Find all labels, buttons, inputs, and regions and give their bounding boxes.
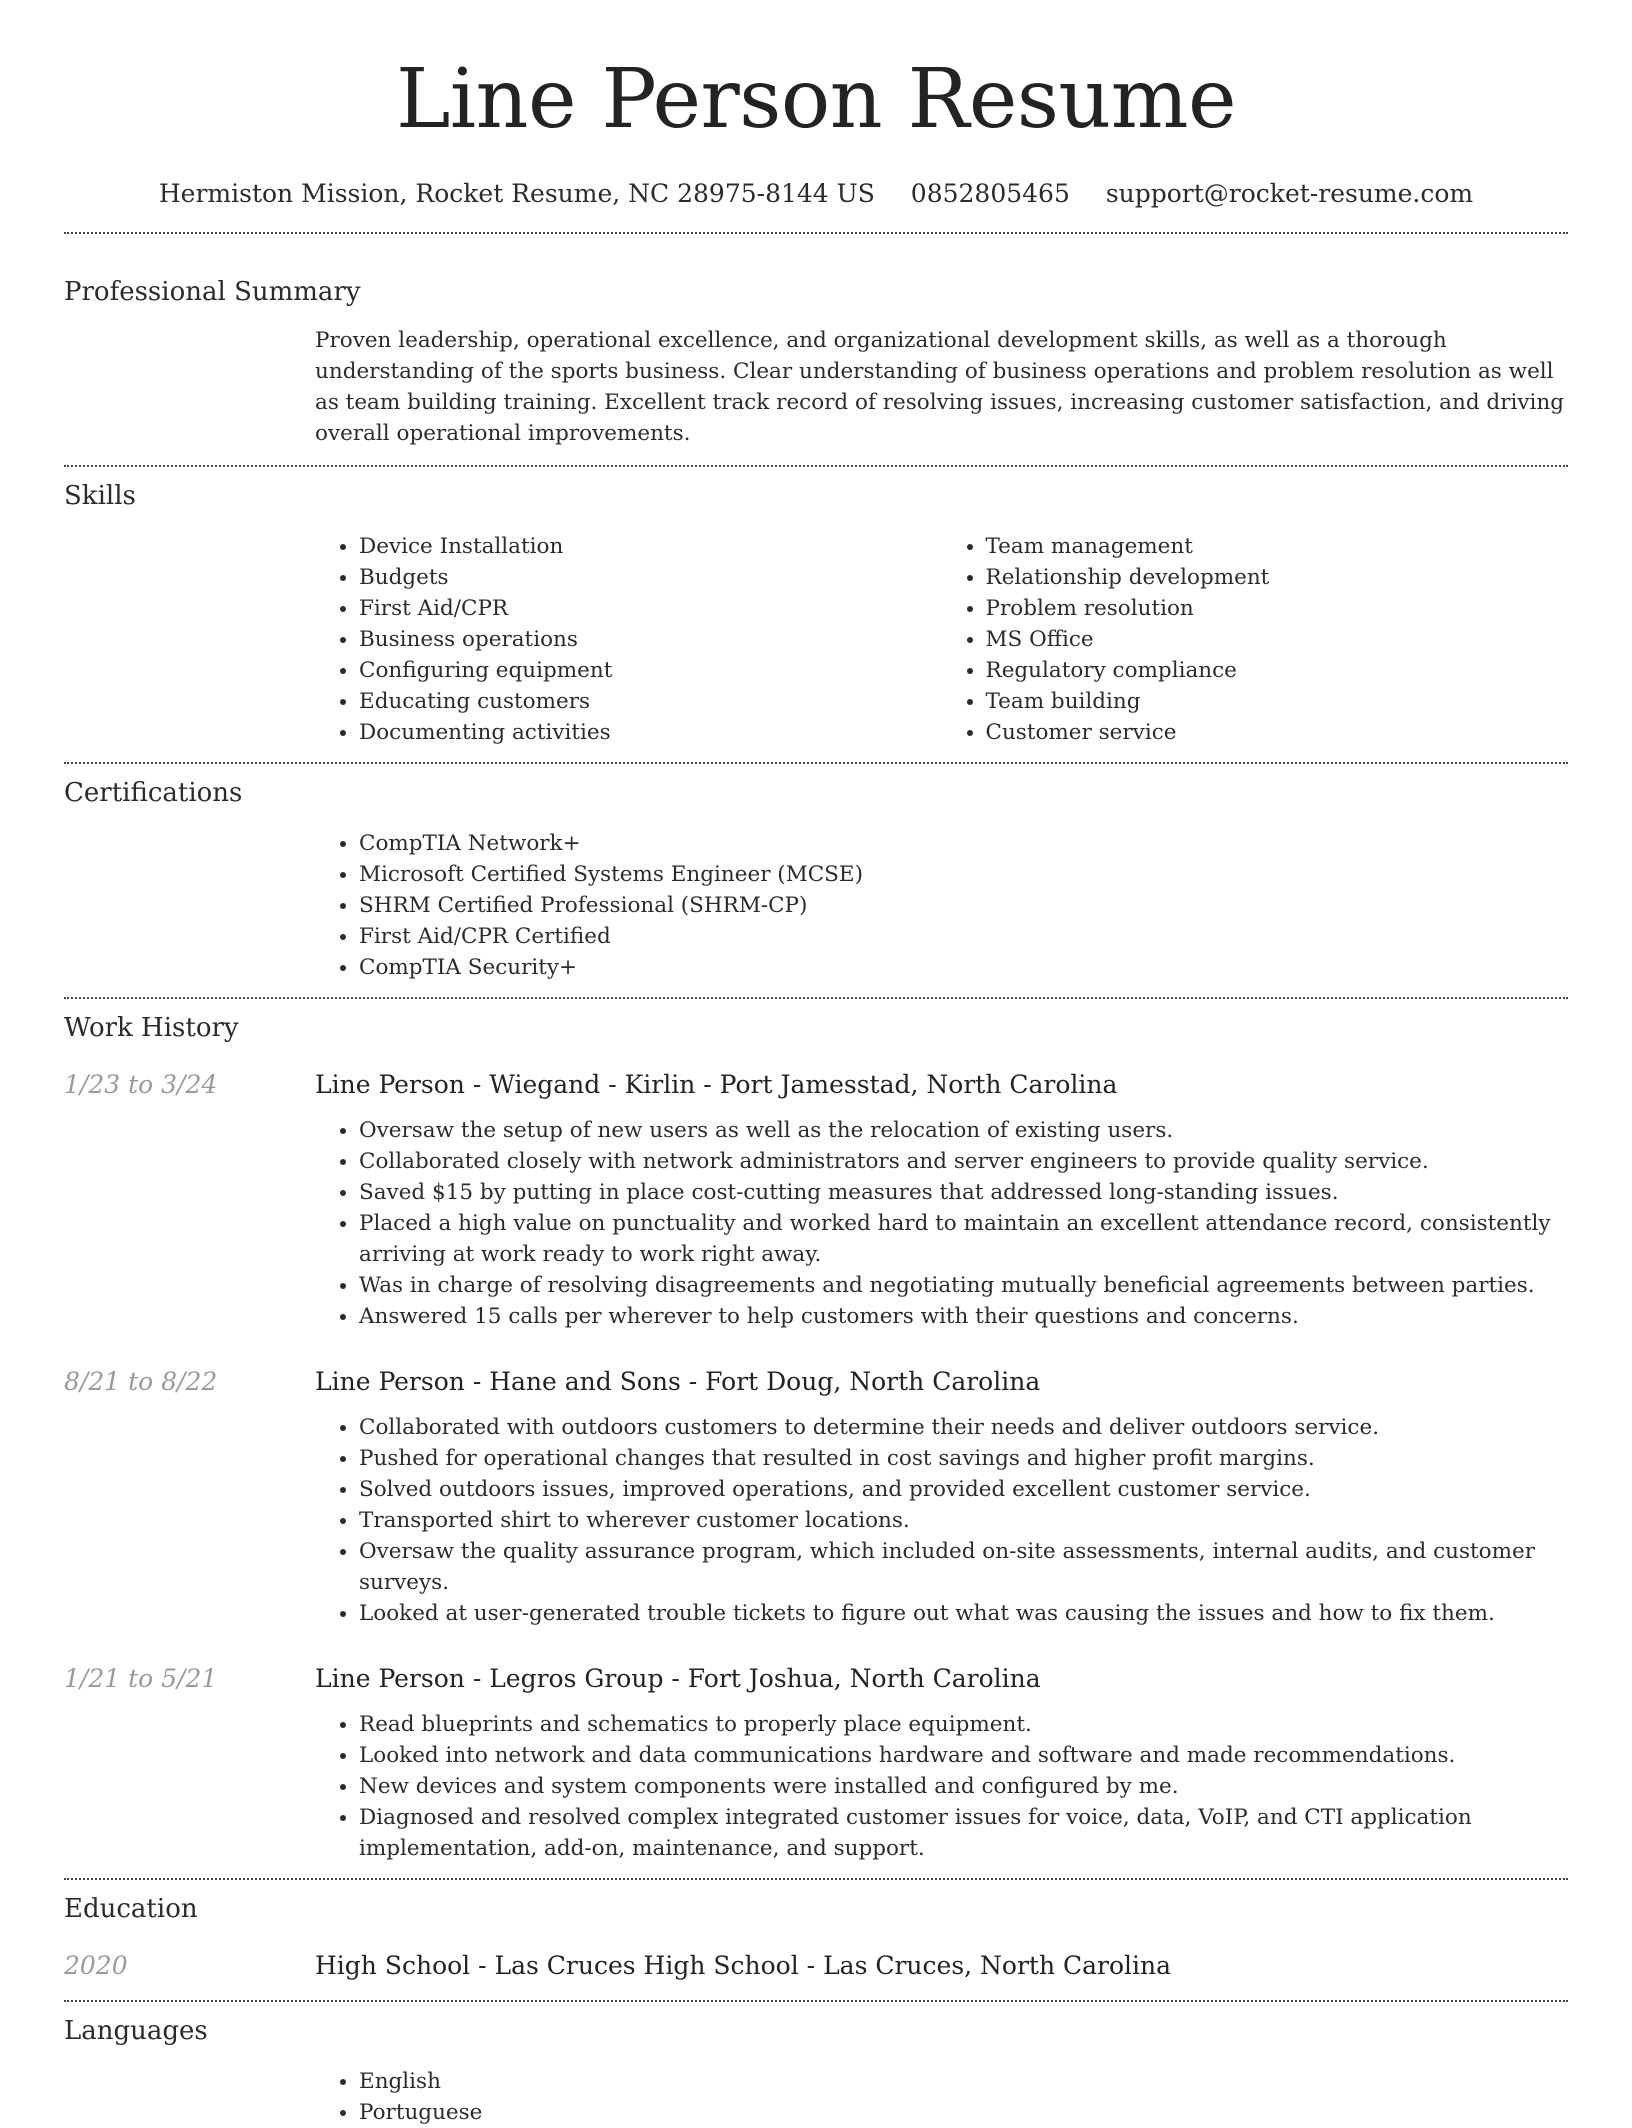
contact-email: support@rocket-resume.com [1105,179,1474,208]
skills-list [315,531,1568,748]
skill-item: • Configuring equipment [359,655,942,686]
job-heading: Line Person - Hane and Sons - Fort Doug, North Carolina [315,1367,1041,1396]
certification-item: • CompTIA Network+ [359,828,1568,859]
skill-item: • Documenting activities [359,717,942,748]
language-item: • Portuguese [359,2097,1568,2128]
skill-item: • Team building [986,686,1569,717]
job-bullet: • Pushed for operational changes that resulted in cost savings and higher profit margins. [359,1443,1568,1474]
certification-item: • SHRM Certified Professional (SHRM-CP) [359,890,1568,921]
resume-title: Line Person Resume [395,52,1237,147]
job-date: 1/21 to 5/21 [64,1664,218,1693]
job-description [315,1709,1568,1864]
job-entry [64,1067,1568,1332]
job-heading: Line Person - Wiegand - Kirlin - Port Jamesstad, North Carolina [315,1070,1118,1099]
education-entry [64,1948,1568,1984]
skill-item: • Budgets [359,562,942,593]
certifications-list [315,828,1568,983]
job-bullet: • Looked into network and data communications hardware and software and made recommendations. [359,1740,1568,1771]
skills-column-left [315,531,942,748]
section-title-skills: Skills [64,481,136,511]
job-bullet: • Saved $15 by putting in place cost-cutting measures that addressed long-standing issues. [359,1177,1568,1208]
divider [64,997,1568,999]
skills-column-right [942,531,1569,748]
job-bullet: • Was in charge of resolving disagreements and negotiating mutually beneficial agreements between parties. [359,1270,1568,1301]
job-bullet: • Collaborated with outdoors customers to determine their needs and deliver outdoors service. [359,1412,1568,1443]
section-title-summary: Professional Summary [64,277,361,307]
job-bullet: • Diagnosed and resolved complex integrated customer issues for voice, data, VoIP, and CTI application implementation, add-on, maintenance, and support. [359,1802,1568,1864]
certification-item: • Microsoft Certified Systems Engineer (MCSE) [359,859,1568,890]
education-heading: High School - Las Cruces High School - Las Cruces, North Carolina [315,1951,1172,1980]
skill-item: • MS Office [986,624,1569,655]
section-title-work-history: Work History [64,1013,239,1043]
certification-item: • CompTIA Security+ [359,952,1568,983]
skill-item: • Educating customers [359,686,942,717]
job-bullet: • Solved outdoors issues, improved operations, and provided excellent customer service. [359,1474,1568,1505]
certification-item: • First Aid/CPR Certified [359,921,1568,952]
skill-item: • Business operations [359,624,942,655]
job-description [315,1412,1568,1629]
job-entry [64,1364,1568,1629]
divider [64,232,1568,234]
job-date: 1/23 to 3/24 [64,1070,218,1099]
job-bullet: • Placed a high value on punctuality and worked hard to maintain an excellent attendance record, consistently arriving at work ready to work right away. [359,1208,1568,1270]
education-date: 2020 [64,1951,128,1980]
skill-item: • Problem resolution [986,593,1569,624]
skill-item: • Device Installation [359,531,942,562]
job-bullet: • New devices and system components were installed and configured by me. [359,1771,1568,1802]
languages-list [315,2066,1568,2128]
section-title-languages: Languages [64,2016,208,2046]
job-bullet: • Answered 15 calls per wherever to help customers with their questions and concerns. [359,1301,1568,1332]
divider [64,465,1568,467]
resume-page [64,0,1568,2128]
skill-item: • Relationship development [986,562,1569,593]
skill-item: • Regulatory compliance [986,655,1569,686]
section-title-certifications: Certifications [64,778,243,808]
contact-line [64,174,1568,214]
divider [64,762,1568,764]
skill-item: • Team management [986,531,1569,562]
contact-phone: 0852805465 [910,179,1070,208]
job-bullet: • Looked at user-generated trouble tickets to figure out what was causing the issues and how to fix them. [359,1598,1568,1629]
job-bullet: • Transported shirt to wherever customer locations. [359,1505,1568,1536]
summary-text: Proven leadership, operational excellence, and organizational development skills, as well as a thorough understanding of the sports business. Clear understanding of business operations and problem resolution as well as team building training. Excellent track record of resolving issues, increasing customer satisfaction, and driving overall operational improvements. [315,328,1564,446]
job-bullet: • Collaborated closely with network administrators and server engineers to provide quality service. [359,1146,1568,1177]
skill-item: • Customer service [986,717,1569,748]
job-bullet: • Read blueprints and schematics to properly place equipment. [359,1709,1568,1740]
contact-address: Hermiston Mission, Rocket Resume, NC 28975-8144 US [158,179,875,208]
job-entry [64,1661,1568,1864]
job-description [315,1115,1568,1332]
job-bullet: • Oversaw the quality assurance program, which included on-site assessments, internal audits, and customer surveys. [359,1536,1568,1598]
skill-item: • First Aid/CPR [359,593,942,624]
section-title-education: Education [64,1894,198,1924]
divider [64,2000,1568,2002]
job-date: 8/21 to 8/22 [64,1367,218,1396]
divider [64,1878,1568,1880]
job-heading: Line Person - Legros Group - Fort Joshua, North Carolina [315,1664,1041,1693]
language-item: • English [359,2066,1568,2097]
job-bullet: • Oversaw the setup of new users as well as the relocation of existing users. [359,1115,1568,1146]
